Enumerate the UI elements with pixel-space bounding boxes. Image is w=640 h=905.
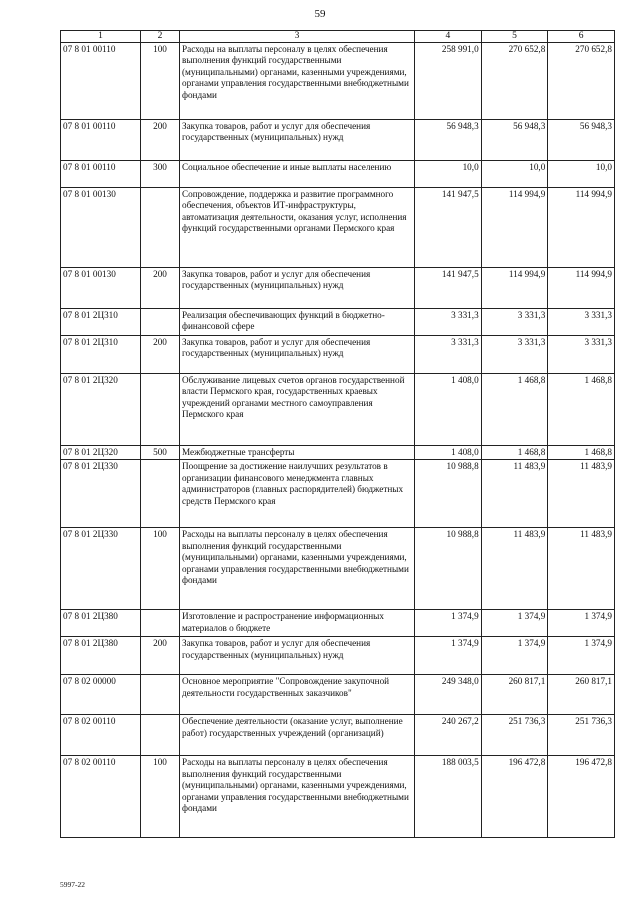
row-value-2: 270 652,8 (481, 43, 548, 120)
row-expense-type: 500 (141, 446, 180, 460)
row-value-2: 114 994,9 (481, 188, 548, 268)
header-col-6: 6 (548, 31, 615, 43)
row-code: 07 8 01 2Ц320 (61, 446, 141, 460)
row-value-3: 114 994,9 (548, 188, 615, 268)
row-value-3: 3 331,3 (548, 309, 615, 336)
table-row (61, 188, 615, 268)
table-row (61, 715, 615, 756)
row-code: 07 8 02 00000 (61, 675, 141, 715)
row-name: Социальное обеспечение и иные выплаты населению (180, 161, 415, 188)
row-expense-type (141, 675, 180, 715)
table-header-row (61, 31, 615, 43)
row-value-1: 3 331,3 (415, 309, 482, 336)
page-number: 59 (314, 8, 326, 20)
row-value-2: 11 483,9 (481, 528, 548, 610)
row-value-2: 11 483,9 (481, 460, 548, 528)
header-col-5: 5 (481, 31, 548, 43)
row-value-3: 270 652,8 (548, 43, 615, 120)
row-value-3: 3 331,3 (548, 336, 615, 374)
row-value-1: 1 408,0 (415, 374, 482, 446)
row-expense-type (141, 715, 180, 756)
row-code: 07 8 01 2Ц330 (61, 528, 141, 610)
row-value-2: 56 948,3 (481, 120, 548, 161)
row-value-2: 1 468,8 (481, 374, 548, 446)
row-value-3: 11 483,9 (548, 460, 615, 528)
row-value-2: 10,0 (481, 161, 548, 188)
row-value-1: 1 408,0 (415, 446, 482, 460)
row-expense-type: 200 (141, 637, 180, 675)
table-row (61, 637, 615, 675)
row-value-3: 1 374,9 (548, 610, 615, 637)
row-name: Закупка товаров, работ и услуг для обеспечения государственных (муниципальных) нужд (180, 637, 415, 675)
row-value-2: 114 994,9 (481, 268, 548, 309)
row-name: Обеспечение деятельности (оказание услуг, выполнение работ) государственных учреждений (организаций) (180, 715, 415, 756)
row-value-3: 56 948,3 (548, 120, 615, 161)
row-code: 07 8 01 00110 (61, 161, 141, 188)
header-col-1: 1 (61, 31, 141, 43)
row-value-2: 196 472,8 (481, 756, 548, 838)
row-name: Поощрение за достижение наилучших результатов в организации финансового менеджмента главных администраторов (главных распорядителей) бюджетных средств Пермского края (180, 460, 415, 528)
row-name: Основное мероприятие "Сопровождение закупочной деятельности государственных заказчиков" (180, 675, 415, 715)
row-value-3: 260 817,1 (548, 675, 615, 715)
row-value-1: 1 374,9 (415, 610, 482, 637)
row-code: 07 8 02 00110 (61, 756, 141, 838)
row-value-3: 1 468,8 (548, 374, 615, 446)
row-value-2: 1 374,9 (481, 637, 548, 675)
row-value-3: 114 994,9 (548, 268, 615, 309)
table-row (61, 309, 615, 336)
table-row (61, 460, 615, 528)
row-value-1: 188 003,5 (415, 756, 482, 838)
row-code: 07 8 01 2Ц380 (61, 610, 141, 637)
header-col-4: 4 (415, 31, 482, 43)
table-row (61, 756, 615, 838)
row-value-3: 11 483,9 (548, 528, 615, 610)
row-value-3: 1 468,8 (548, 446, 615, 460)
header-col-3: 3 (180, 31, 415, 43)
row-value-1: 10 988,8 (415, 528, 482, 610)
row-expense-type: 200 (141, 120, 180, 161)
table-row (61, 528, 615, 610)
row-value-1: 3 331,3 (415, 336, 482, 374)
row-code: 07 8 01 00110 (61, 43, 141, 120)
row-name: Закупка товаров, работ и услуг для обеспечения государственных (муниципальных) нужд (180, 120, 415, 161)
row-expense-type (141, 309, 180, 336)
row-value-3: 196 472,8 (548, 756, 615, 838)
row-code: 07 8 01 2Ц320 (61, 374, 141, 446)
table-row (61, 43, 615, 120)
row-name: Межбюджетные трансферты (180, 446, 415, 460)
row-value-2: 3 331,3 (481, 309, 548, 336)
row-code: 07 8 01 00130 (61, 268, 141, 309)
row-code: 07 8 01 2Ц380 (61, 637, 141, 675)
row-value-2: 1 468,8 (481, 446, 548, 460)
table-row (61, 446, 615, 460)
row-name: Расходы на выплаты персоналу в целях обеспечения выполнения функций государственными (муниципальными) органами, казенными учреждениями, органами управления государственными внебюджетными фондами (180, 756, 415, 838)
table-row (61, 610, 615, 637)
row-value-2: 260 817,1 (481, 675, 548, 715)
row-value-1: 249 348,0 (415, 675, 482, 715)
table-row (61, 675, 615, 715)
row-expense-type (141, 188, 180, 268)
row-code: 07 8 01 2Ц310 (61, 336, 141, 374)
row-name: Закупка товаров, работ и услуг для обеспечения государственных (муниципальных) нужд (180, 268, 415, 309)
table-row (61, 374, 615, 446)
row-expense-type: 100 (141, 43, 180, 120)
table-row (61, 161, 615, 188)
row-code: 07 8 02 00110 (61, 715, 141, 756)
row-expense-type: 300 (141, 161, 180, 188)
row-value-1: 10 988,8 (415, 460, 482, 528)
row-name: Реализация обеспечивающих функций в бюджетно-финансовой сфере (180, 309, 415, 336)
row-value-3: 10,0 (548, 161, 615, 188)
row-value-2: 3 331,3 (481, 336, 548, 374)
row-value-2: 1 374,9 (481, 610, 548, 637)
table-row (61, 268, 615, 309)
table-row (61, 120, 615, 161)
row-value-3: 1 374,9 (548, 637, 615, 675)
row-value-1: 1 374,9 (415, 637, 482, 675)
row-code: 07 8 01 00110 (61, 120, 141, 161)
row-value-3: 251 736,3 (548, 715, 615, 756)
budget-table (60, 30, 615, 838)
row-expense-type (141, 460, 180, 528)
row-value-1: 258 991,0 (415, 43, 482, 120)
row-expense-type: 200 (141, 268, 180, 309)
row-code: 07 8 01 2Ц330 (61, 460, 141, 528)
header-col-2: 2 (141, 31, 180, 43)
row-expense-type: 100 (141, 528, 180, 610)
row-value-1: 141 947,5 (415, 188, 482, 268)
table-row (61, 336, 615, 374)
row-code: 07 8 01 2Ц310 (61, 309, 141, 336)
row-name: Обслуживание лицевых счетов органов государственной власти Пермского края, государственных краевых учреждений органами местного самоуправления Пермского края (180, 374, 415, 446)
row-expense-type (141, 374, 180, 446)
row-code: 07 8 01 00130 (61, 188, 141, 268)
row-value-1: 10,0 (415, 161, 482, 188)
row-expense-type (141, 610, 180, 637)
row-value-1: 141 947,5 (415, 268, 482, 309)
row-value-1: 56 948,3 (415, 120, 482, 161)
row-value-2: 251 736,3 (481, 715, 548, 756)
row-name: Изготовление и распространение информационных материалов о бюджете (180, 610, 415, 637)
row-name: Сопровождение, поддержка и развитие программного обеспечения, объектов ИТ-инфраструктуры, автоматизация деятельности, оказания услуг, исполнения функций государственными органами Пермского края (180, 188, 415, 268)
row-expense-type: 200 (141, 336, 180, 374)
document-footer-code: 5997-22 (60, 880, 85, 889)
row-value-1: 240 267,2 (415, 715, 482, 756)
row-name: Закупка товаров, работ и услуг для обеспечения государственных (муниципальных) нужд (180, 336, 415, 374)
row-name: Расходы на выплаты персоналу в целях обеспечения выполнения функций государственными (муниципальными) органами, казенными учреждениями, органами управления государственными внебюджетными фондами (180, 43, 415, 120)
row-name: Расходы на выплаты персоналу в целях обеспечения выполнения функций государственными (муниципальными) органами, казенными учреждениями, органами управления государственными внебюджетными фондами (180, 528, 415, 610)
row-expense-type: 100 (141, 756, 180, 838)
